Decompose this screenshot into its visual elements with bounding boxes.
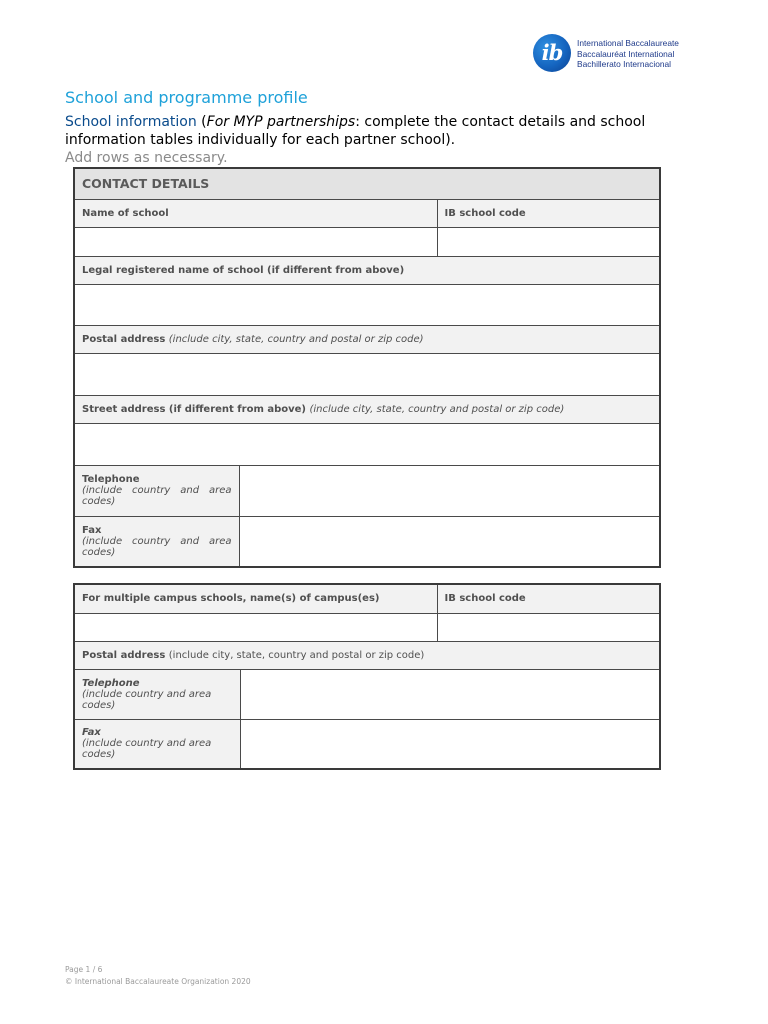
campus-postal-hint: (include city, state, country and postal or zip code) bbox=[168, 649, 425, 661]
campus-fax-field[interactable] bbox=[240, 719, 660, 769]
contact-details-table bbox=[73, 167, 661, 568]
contact-details-caption: CONTACT DETAILS bbox=[74, 168, 660, 199]
intro-italic: For MYP partnerships bbox=[206, 114, 356, 130]
campus-ib-code-label: IB school code bbox=[437, 584, 660, 613]
campus-telephone-hint: (include country and area codes) bbox=[82, 688, 212, 711]
fax-title: Fax bbox=[82, 524, 102, 536]
legal-name-label: Legal registered name of school (if different from above) bbox=[74, 256, 660, 284]
street-address-label bbox=[74, 395, 660, 423]
campus-names-field[interactable] bbox=[74, 613, 437, 641]
campus-fax-hint: (include country and area codes) bbox=[82, 738, 212, 761]
campus-postal-title: Postal address bbox=[82, 649, 166, 661]
logo-line-english: International Baccalaureate bbox=[577, 38, 679, 48]
telephone-label bbox=[74, 465, 239, 516]
page-title: School and programme profile bbox=[65, 88, 308, 107]
campus-table bbox=[73, 583, 661, 770]
page-number: Page 1 / 6 bbox=[65, 965, 103, 974]
telephone-title: Telephone bbox=[82, 474, 140, 485]
telephone-hint: (include country and area codes) bbox=[82, 485, 232, 507]
telephone-field[interactable] bbox=[239, 465, 660, 516]
logo-line-french: Baccalauréat International bbox=[577, 48, 675, 59]
fax-label bbox=[74, 516, 239, 567]
postal-address-field[interactable] bbox=[74, 353, 660, 395]
add-rows-note: Add rows as necessary. bbox=[65, 150, 228, 166]
street-address-field[interactable] bbox=[74, 423, 660, 465]
campus-telephone-field[interactable] bbox=[240, 669, 660, 719]
name-of-school-field[interactable] bbox=[74, 227, 437, 256]
street-address-title: Street address (if different from above) bbox=[82, 403, 306, 415]
campus-fax-label bbox=[74, 719, 240, 769]
campus-telephone-title: Telephone bbox=[82, 677, 140, 689]
logo-line-spanish: Bachillerato Internacional bbox=[577, 59, 672, 69]
campus-telephone-label bbox=[74, 669, 240, 719]
ib-school-code-field[interactable] bbox=[437, 227, 660, 256]
postal-address-label bbox=[74, 325, 660, 353]
campus-postal-label bbox=[74, 641, 660, 669]
campus-names-label: For multiple campus schools, name(s) of campus(es) bbox=[74, 584, 437, 613]
campus-fax-title: Fax bbox=[82, 727, 101, 739]
ib-logo-text bbox=[577, 38, 679, 70]
copyright: © International Baccalaureate Organization 2020 bbox=[65, 977, 251, 986]
postal-address-hint: (include city, state, country and postal or zip code) bbox=[168, 333, 424, 345]
ib-school-code-label: IB school code bbox=[437, 199, 660, 227]
street-address-hint: (include city, state, country and postal or zip code) bbox=[309, 403, 565, 415]
legal-name-field[interactable] bbox=[74, 284, 660, 325]
campus-ib-code-field[interactable] bbox=[437, 613, 660, 641]
page-footer bbox=[65, 964, 251, 988]
intro-paragraph bbox=[65, 113, 685, 149]
postal-address-title: Postal address bbox=[82, 333, 166, 345]
name-of-school-label: Name of school bbox=[74, 199, 437, 227]
section-title: School information bbox=[65, 114, 197, 130]
fax-hint: (include country and area codes) bbox=[82, 535, 232, 558]
fax-field[interactable] bbox=[239, 516, 660, 567]
ib-logo-icon: ib bbox=[533, 34, 571, 72]
intro-rest: : complete the contact details and school information tables individually for each partner school). bbox=[65, 114, 646, 148]
ib-logo bbox=[533, 34, 678, 74]
intro-open: ( bbox=[196, 114, 207, 130]
